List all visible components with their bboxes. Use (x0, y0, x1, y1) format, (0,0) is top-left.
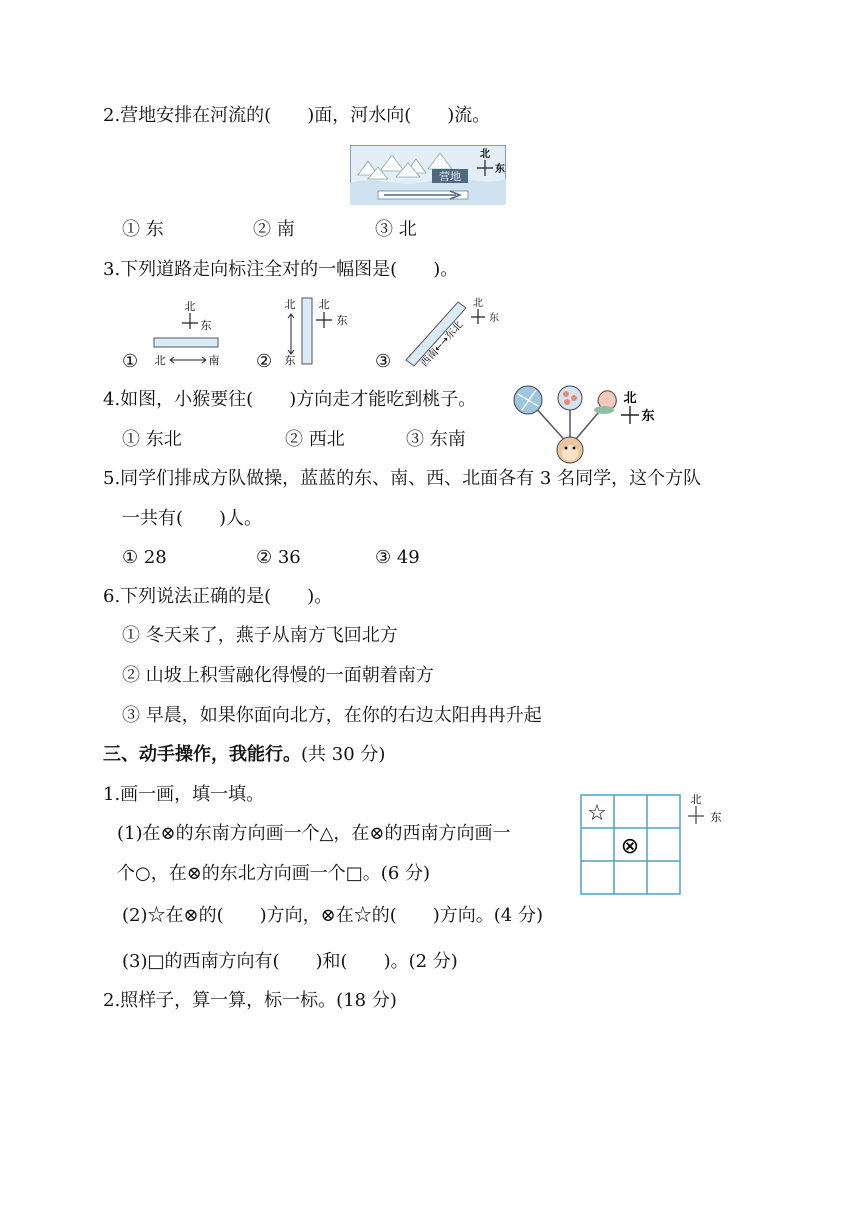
q3-stem: 3.下列道路走向标注全对的一幅图是( )。 (103, 259, 459, 280)
s3q2-stem: 2.照样子，算一算，标一标。(18 分) (103, 990, 397, 1011)
section3-heading (103, 743, 385, 767)
q2-option-2: ② 南 (253, 219, 295, 240)
compass-north: 北 (480, 149, 490, 160)
svg-text:东: 东 (284, 354, 296, 367)
monkey-fruit-figure (512, 384, 662, 466)
q6-option-3: ③ 早晨，如果你面向北方，在你的右边太阳冉冉升起 (122, 705, 542, 726)
svg-text:北: 北 (184, 300, 196, 313)
q5-stem-line2: 一共有( )人。 (122, 508, 263, 529)
q2-stem: 2.营地安排在河流的( )面，河水向( )流。 (103, 105, 491, 126)
svg-text:北: 北 (284, 298, 296, 311)
q3-figure-1 (148, 298, 228, 370)
q6-stem: 6.下列说法正确的是( )。 (103, 586, 333, 607)
q2-option-1: ① 东 (122, 219, 164, 240)
q4-option-3: ③ 东南 (406, 429, 466, 450)
q5-stem-line1: 5.同学们排成方队做操，蓝蓝的东、南、西、北面各有 3 名同学，这个方队 (103, 468, 702, 489)
compass-north: 北 (623, 391, 637, 406)
svg-text:东: 东 (489, 313, 499, 324)
q4-option-2: ② 西北 (285, 429, 345, 450)
svg-text:北: 北 (154, 354, 166, 367)
q4-option-1: ① 东北 (122, 429, 182, 450)
compass-east: 东 (641, 409, 655, 424)
section3-score: (共 30 分) (301, 744, 386, 765)
svg-text:南: 南 (208, 354, 220, 367)
q3-label-2: ② (256, 351, 273, 372)
star-cell: ☆ (587, 801, 607, 826)
q6-option-2: ② 山坡上积雪融化得慢的一面朝着南方 (122, 665, 434, 686)
q2-option-3: ③ 北 (375, 219, 417, 240)
q5-option-2: ② 36 (256, 547, 301, 568)
compass-east: 东 (710, 811, 722, 824)
compass-north: 北 (690, 793, 702, 806)
svg-text:东: 东 (200, 319, 212, 332)
s3q1-stem: 1.画一画，填一填。 (103, 784, 265, 805)
direction-grid (580, 794, 682, 896)
q3-label-3: ③ (375, 351, 392, 372)
compass-east: 东 (495, 164, 505, 175)
camp-label: 营地 (439, 170, 461, 183)
svg-text:东: 东 (336, 314, 348, 327)
svg-text:北: 北 (473, 298, 483, 309)
svg-text:北: 北 (318, 298, 330, 311)
camp-river-figure (350, 145, 506, 205)
s3q1-part1-line1: (1)在⊗的东南方向画一个△，在⊗的西南方向画一 (117, 823, 511, 844)
otimes-cell: ⊗ (620, 834, 640, 859)
s3q1-part1-line2: 个○，在⊗的东北方向画一个□。(6 分) (117, 863, 431, 884)
q5-option-3: ③ 49 (375, 547, 420, 568)
svg-text:西南←→东北: 西南←→东北 (419, 319, 466, 370)
q3-figure-3 (398, 294, 508, 372)
s3q1-part2: (2)☆在⊗的( )方向，⊗在☆的( )方向。(4 分) (122, 905, 543, 926)
q3-label-1: ① (122, 351, 139, 372)
q5-option-1: ① 28 (122, 547, 167, 568)
q3-figure-2 (282, 296, 356, 368)
grid-compass (686, 792, 730, 830)
section3-title: 三、动手操作，我能行。 (103, 744, 301, 765)
s3q1-part3: (3)□的西南方向有( )和( )。(2 分) (122, 951, 458, 972)
q4-stem: 4.如图，小猴要往( )方向走才能吃到桃子。 (103, 389, 477, 410)
q6-option-1: ① 冬天来了，燕子从南方飞回北方 (122, 625, 398, 646)
